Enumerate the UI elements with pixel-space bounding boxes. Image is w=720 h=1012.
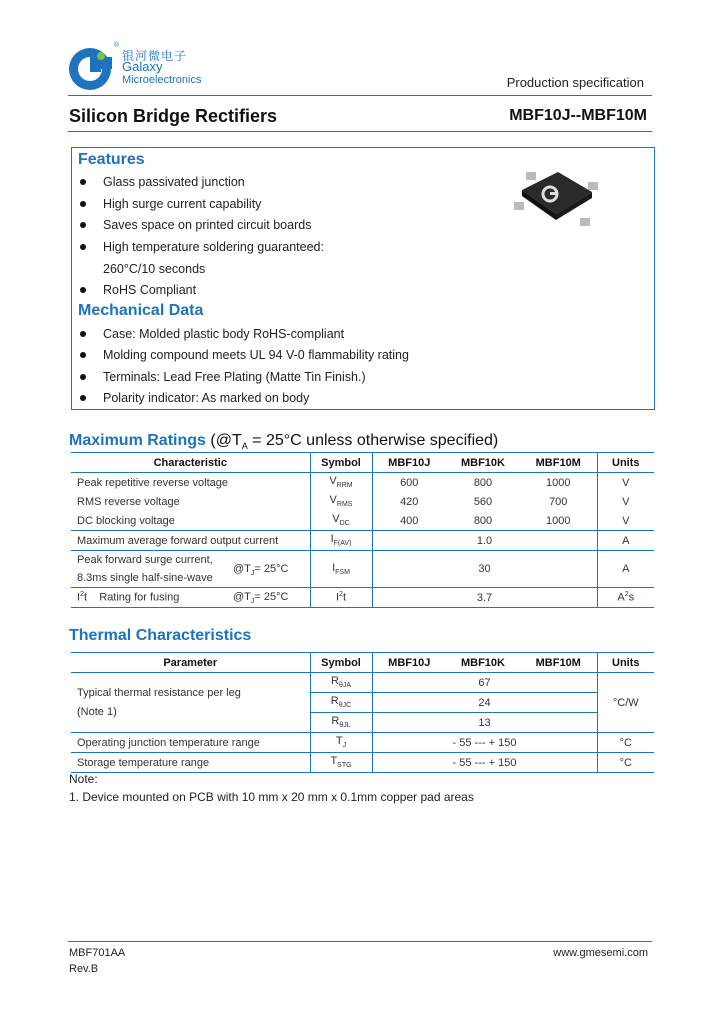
max-ratings-heading-line [69,432,498,451]
row-symbol: $I_{FSM}$ [310,551,372,588]
row-symbol: $I_{F(AV)}$ [310,531,372,551]
value-mbf10k: 560 [473,495,493,508]
header-divider [68,95,652,96]
resist-name-line2: (Note 1) [77,705,117,718]
row-unit: V [597,473,654,493]
value-mbf10k: 800 [473,514,493,527]
col-header: MBF10K [460,456,505,469]
col-header: Characteristic [153,456,227,469]
row-name: Peak repetitive reverse voltage [77,476,229,489]
mechanical-heading: Mechanical Data [78,302,204,319]
row-name [71,551,310,588]
part-number-range: MBF10J--MBF10M [509,107,647,124]
feature-item-continued: 260°C/10 seconds [103,262,206,276]
mechanical-item: Polarity indicator: As marked on body [103,391,310,405]
row-unit: V [597,511,654,531]
row-name: Storage temperature range [77,756,210,769]
galaxy-logo-icon [68,47,112,91]
mechanical-item: Molding compound meets UL 94 V-0 flammability rating [103,348,409,362]
row-symbol: $V_{DC}$ [310,511,372,531]
doc-number: MBF701AA [69,947,126,959]
value-mbf10m: 700 [549,495,568,508]
revision: Rev.B [69,963,99,975]
condition-post: = 25°C unless otherwise specified) [247,432,499,449]
row-unit: °C [597,733,654,753]
footer-divider [68,941,652,942]
brand-chinese-name: 银河微电子 [122,49,188,63]
row-symbol: $R_{\theta JC}$ [310,693,372,713]
col-header: Parameter [163,656,218,669]
note-text: 1. Device mounted on PCB with 10 mm x 20 mm x 0.1mm copper pad areas [69,790,474,804]
bullet-icon [80,287,86,293]
website-link[interactable]: www.gmesemi.com [553,947,648,959]
row-unit: °C/W [597,673,654,733]
row-name: RMS reverse voltage [77,495,180,508]
value-mbf10m: 1000 [546,476,571,489]
value-mbf10k: 800 [473,476,493,489]
bullet-icon [80,179,86,185]
bullet-icon [80,395,86,401]
row-symbol: $R_{\theta JL}$ [310,713,372,733]
col-header: MBF10K [460,656,505,669]
value-all: 3.7 [372,588,597,608]
surge-condition: $@T_J= 25^\circ C$ [233,563,289,578]
feature-item: High temperature soldering guaranteed: [103,240,324,254]
feature-item: Saves space on printed circuit boards [103,218,312,232]
row-symbol: $V_{RMS}$ [310,492,372,511]
table-row [71,733,654,753]
bullet-icon [80,201,86,207]
col-header: Symbol [310,653,372,673]
max-ratings-heading: Maximum Ratings [69,432,206,449]
surge-name-line1: Peak forward surge current, [77,554,213,566]
table-row [71,531,654,551]
mechanical-item: Terminals: Lead Free Plating (Matte Tin Finish.) [103,370,366,384]
table-row [71,753,654,773]
brand-name: Galaxy [122,59,163,74]
row-symbol: $T_{STG}$ [310,753,372,773]
col-header: MBF10M [535,456,581,469]
condition-pre: (@T [210,432,242,449]
production-spec-label: Production specification [506,75,644,90]
row-symbol: $R_{\theta JA}$ [310,673,372,693]
col-header: Units [597,653,654,673]
col-header: Units [597,453,654,473]
resist-name-line1: Typical thermal resistance per leg [77,686,241,699]
value-all: - 55 --- + 150 [372,733,597,753]
table-row [71,551,654,588]
value-all: 1.0 [372,531,597,551]
value-all: 30 [372,551,597,588]
row-symbol: $I^2t$ [310,588,372,608]
value-all: 67 [372,673,597,693]
bullet-icon [80,374,86,380]
row-symbol: $V_{RRM}$ [310,473,372,493]
bullet-icon [80,331,86,337]
features-heading: Features [78,151,145,168]
mbf-package-image [512,168,600,228]
row-name: $I^2t$ Rating for fusing $@T_J= 25^\circ C$ [77,591,289,606]
value-mbf10m: 1000 [546,514,571,527]
surge-name-line2: 8.3ms single half-sine-wave [77,572,213,584]
bullet-icon [80,352,86,358]
row-name: Operating junction temperature range [77,736,260,749]
table-row [71,511,654,531]
value-mbf10j: 420 [372,492,446,511]
col-header: MBF10M [535,656,581,669]
condition-sub: A [241,441,248,452]
fusing-condition: $@T_J= 25^\circ C$ [233,591,289,606]
row-unit: °C [597,753,654,773]
row-name: DC blocking voltage [77,514,175,527]
value-mbf10j: 600 [372,473,446,493]
thermal-heading: Thermal Characteristics [69,627,252,644]
max-ratings-table [71,452,654,608]
row-unit: $A^2s$ [597,588,654,608]
col-header: MBF10J [372,453,446,473]
value-all: 24 [372,693,597,713]
mechanical-item: Case: Molded plastic body RoHS-compliant [103,327,345,341]
table-row [71,492,654,511]
title-divider [68,131,652,132]
bullet-icon [80,244,86,250]
row-unit: A [597,531,654,551]
table-row [71,588,654,608]
thermal-table [71,652,654,773]
row-unit: A [597,551,654,588]
col-header: Symbol [310,453,372,473]
value-all: 13 [372,713,597,733]
table-row [71,473,654,493]
max-ratings-condition [210,432,499,452]
registered-mark: ® [114,42,120,49]
note-label: Note: [69,772,98,786]
value-all: - 55 --- + 150 [372,753,597,773]
col-header: MBF10J [372,653,446,673]
feature-item: RoHS Compliant [103,283,197,297]
table-row [71,673,654,693]
bullet-icon [80,222,86,228]
row-name: Maximum average forward output current [77,534,279,547]
page-title: Silicon Bridge Rectifiers [69,106,278,126]
row-symbol: $T_J$ [310,733,372,753]
feature-item: Glass passivated junction [103,175,245,189]
value-mbf10j: 400 [372,511,446,531]
row-name [71,673,310,733]
feature-item: High surge current capability [103,197,262,211]
brand-subtitle: Microelectronics [122,74,202,86]
row-unit: V [597,492,654,511]
